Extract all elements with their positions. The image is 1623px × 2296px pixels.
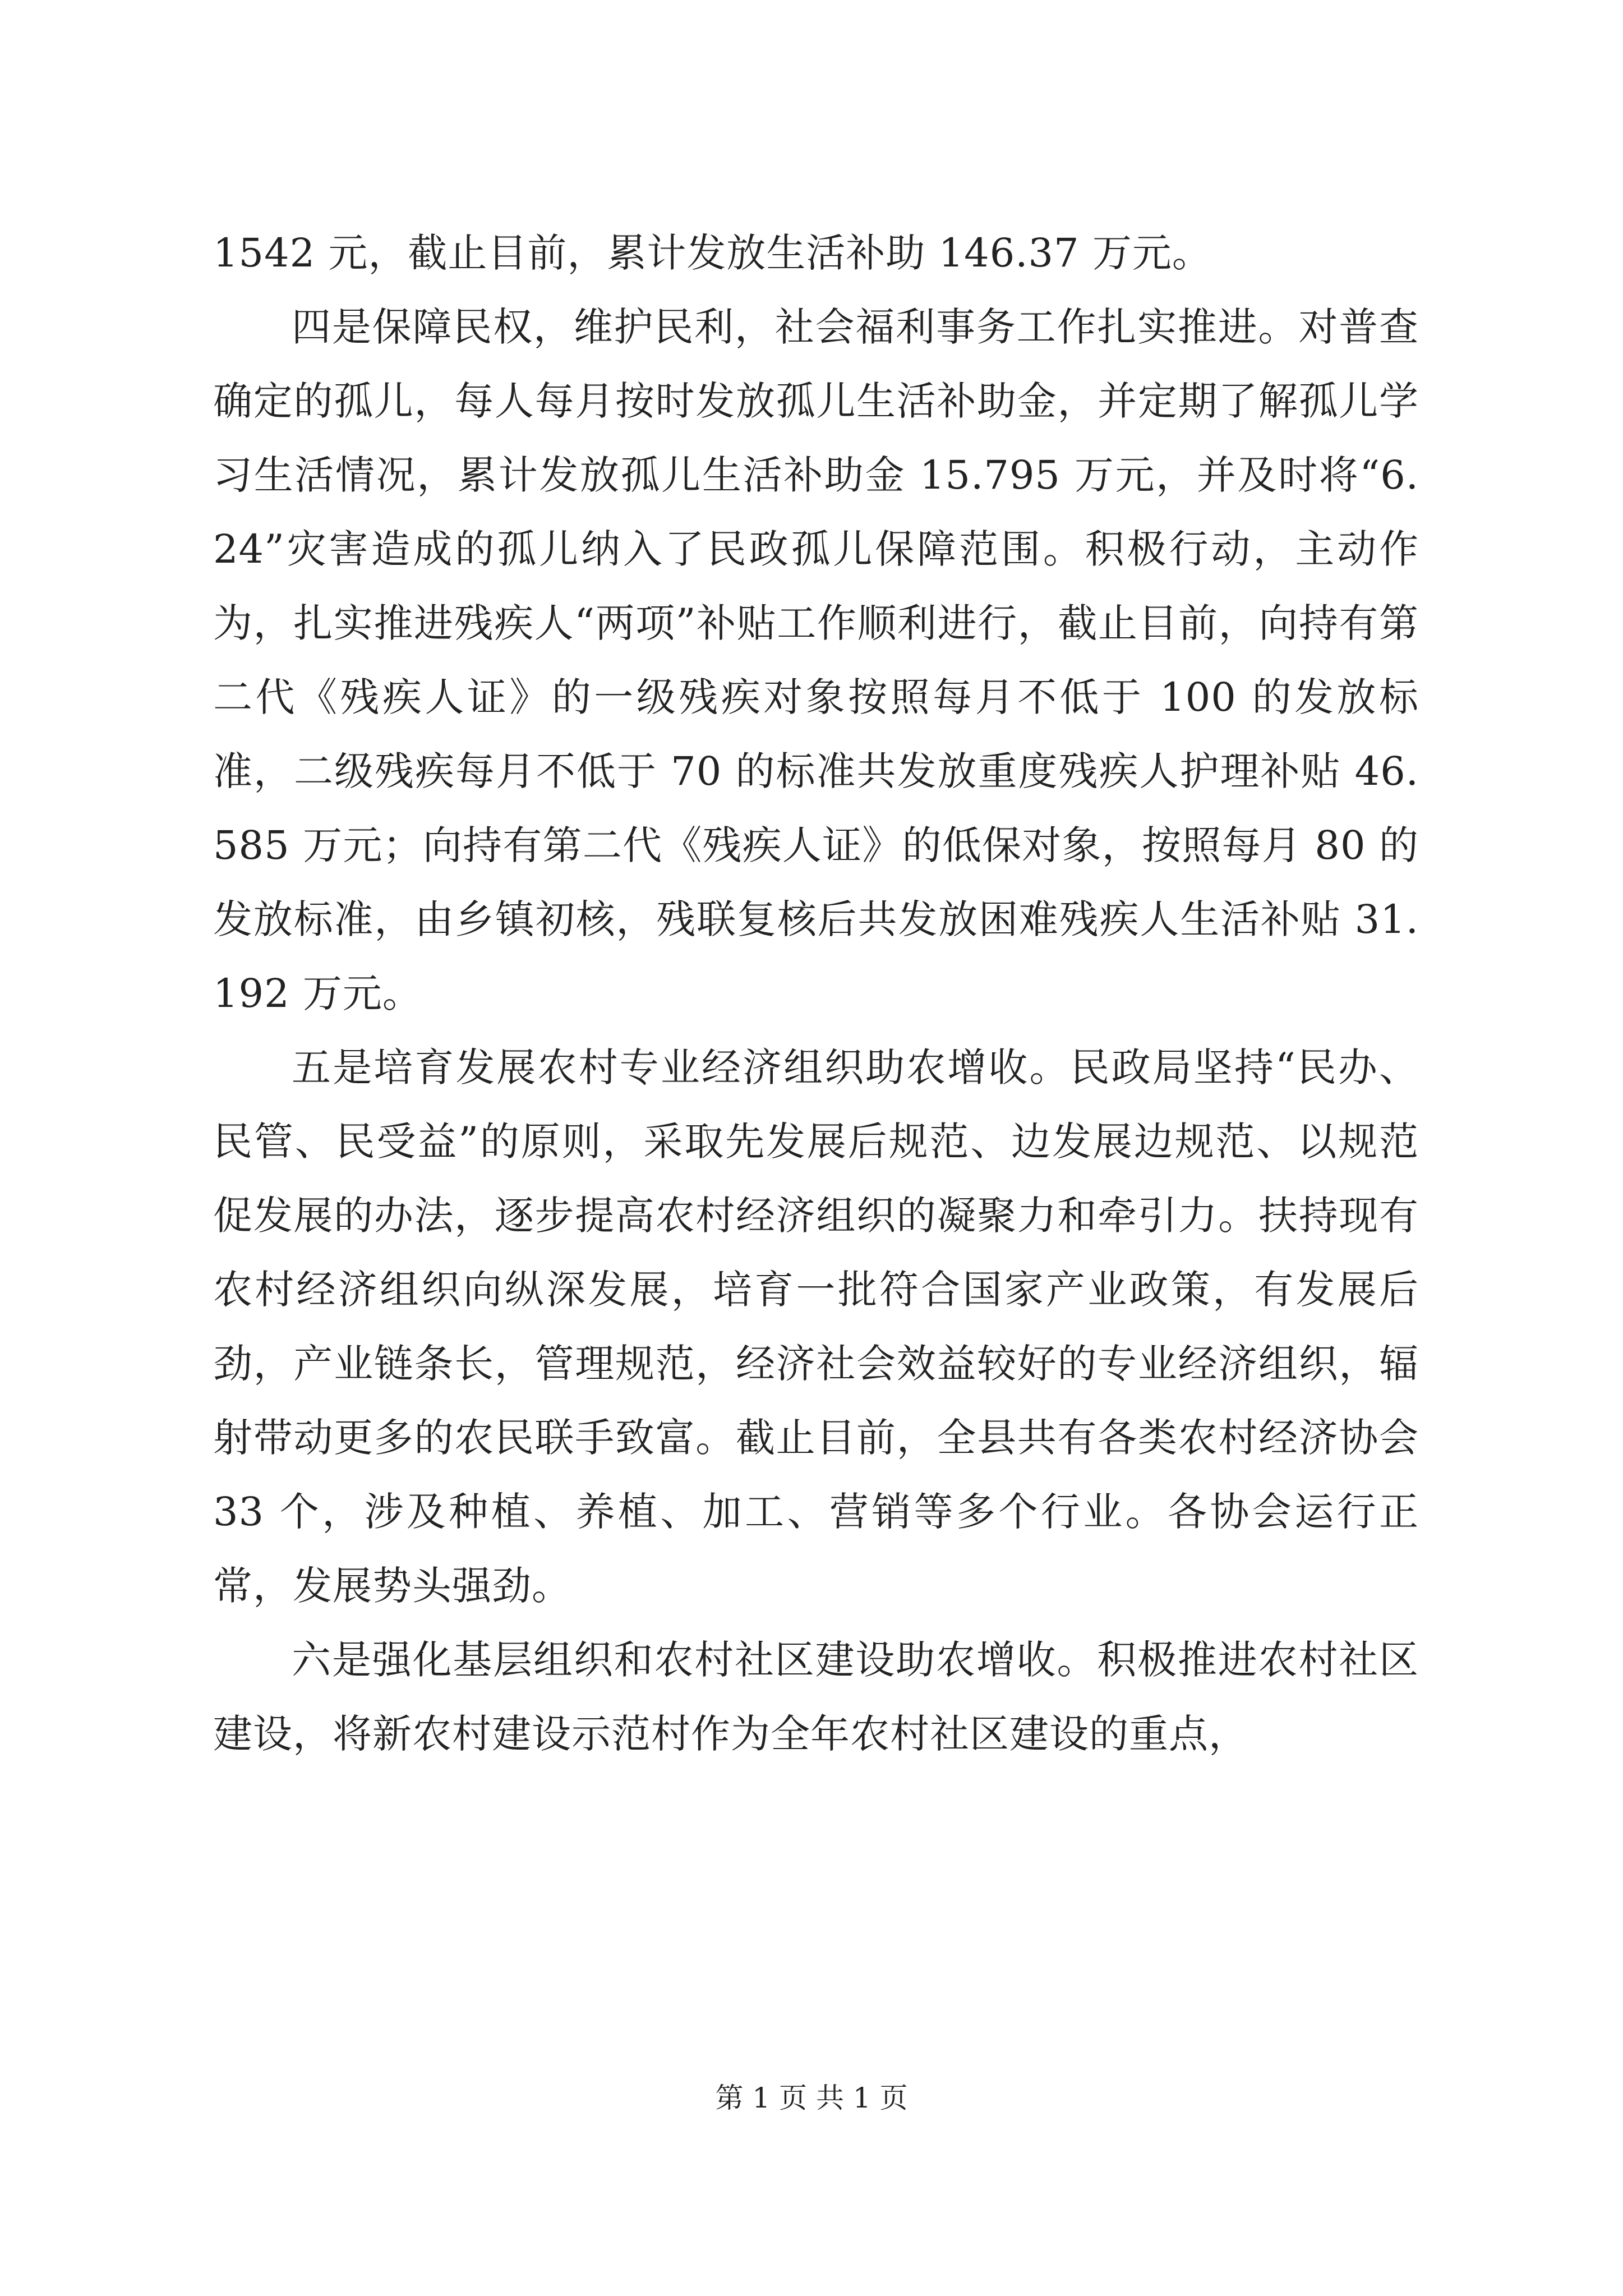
paragraph-4: 六是强化基层组织和农村社区建设助农增收。积极推进农村社区建设，将新农村建设示范村作为全年农村社区建设的重点， [213, 1637, 1419, 1757]
page-footer: 第 1 页 共 1 页 [715, 2082, 908, 2114]
paragraph-2: 四是保障民权，维护民利，社会福利事务工作扎实推进。对普查确定的孤儿，每人每月按时发放孤儿生活补助金，并定期了解孤儿学习生活情况，累计发放孤儿生活补助金 15.795 万元，并及时将“6.24”灾害造成的孤儿纳入了民政孤儿保障范围。积极行动，主动作为，扎实推进残疾人“两项”补贴工作顺利进行，截止目前，向持有第二代《残疾人证》的一级残疾对象按照每月不低于 100 的发放标准，二级残疾每月不低于 70 的标准共发放重度残疾人护理补贴 46.585 万元；向持有第二代《残疾人证》的低保对象，按照每月 80 的发放标准，由乡镇初核，残联复核后共发放困难残疾人生活补贴 31.192 万元。 [213, 304, 1419, 1016]
paragraph-3: 五是培育发展农村专业经济组织助农增收。民政局坚持“民办、民管、民受益”的原则，采取先发展后规范、边发展边规范、以规范促发展的办法，逐步提高农村经济组织的凝聚力和牵引力。扶持现有农村经济组织向纵深发展，培育一批符合国家产业政策，有发展后劲，产业链条长，管理规范，经济社会效益较好的专业经济组织，辐射带动更多的农民联手致富。截止目前，全县共有各类农村经济协会 33 个，涉及种植、养植、加工、营销等多个行业。各协会运行正常，发展势头强劲。 [213, 1045, 1419, 1609]
paragraph-1: 1542 元，截止目前，累计发放生活补助 146.37 万元。 [213, 230, 1212, 276]
document-body [213, 216, 1419, 1771]
